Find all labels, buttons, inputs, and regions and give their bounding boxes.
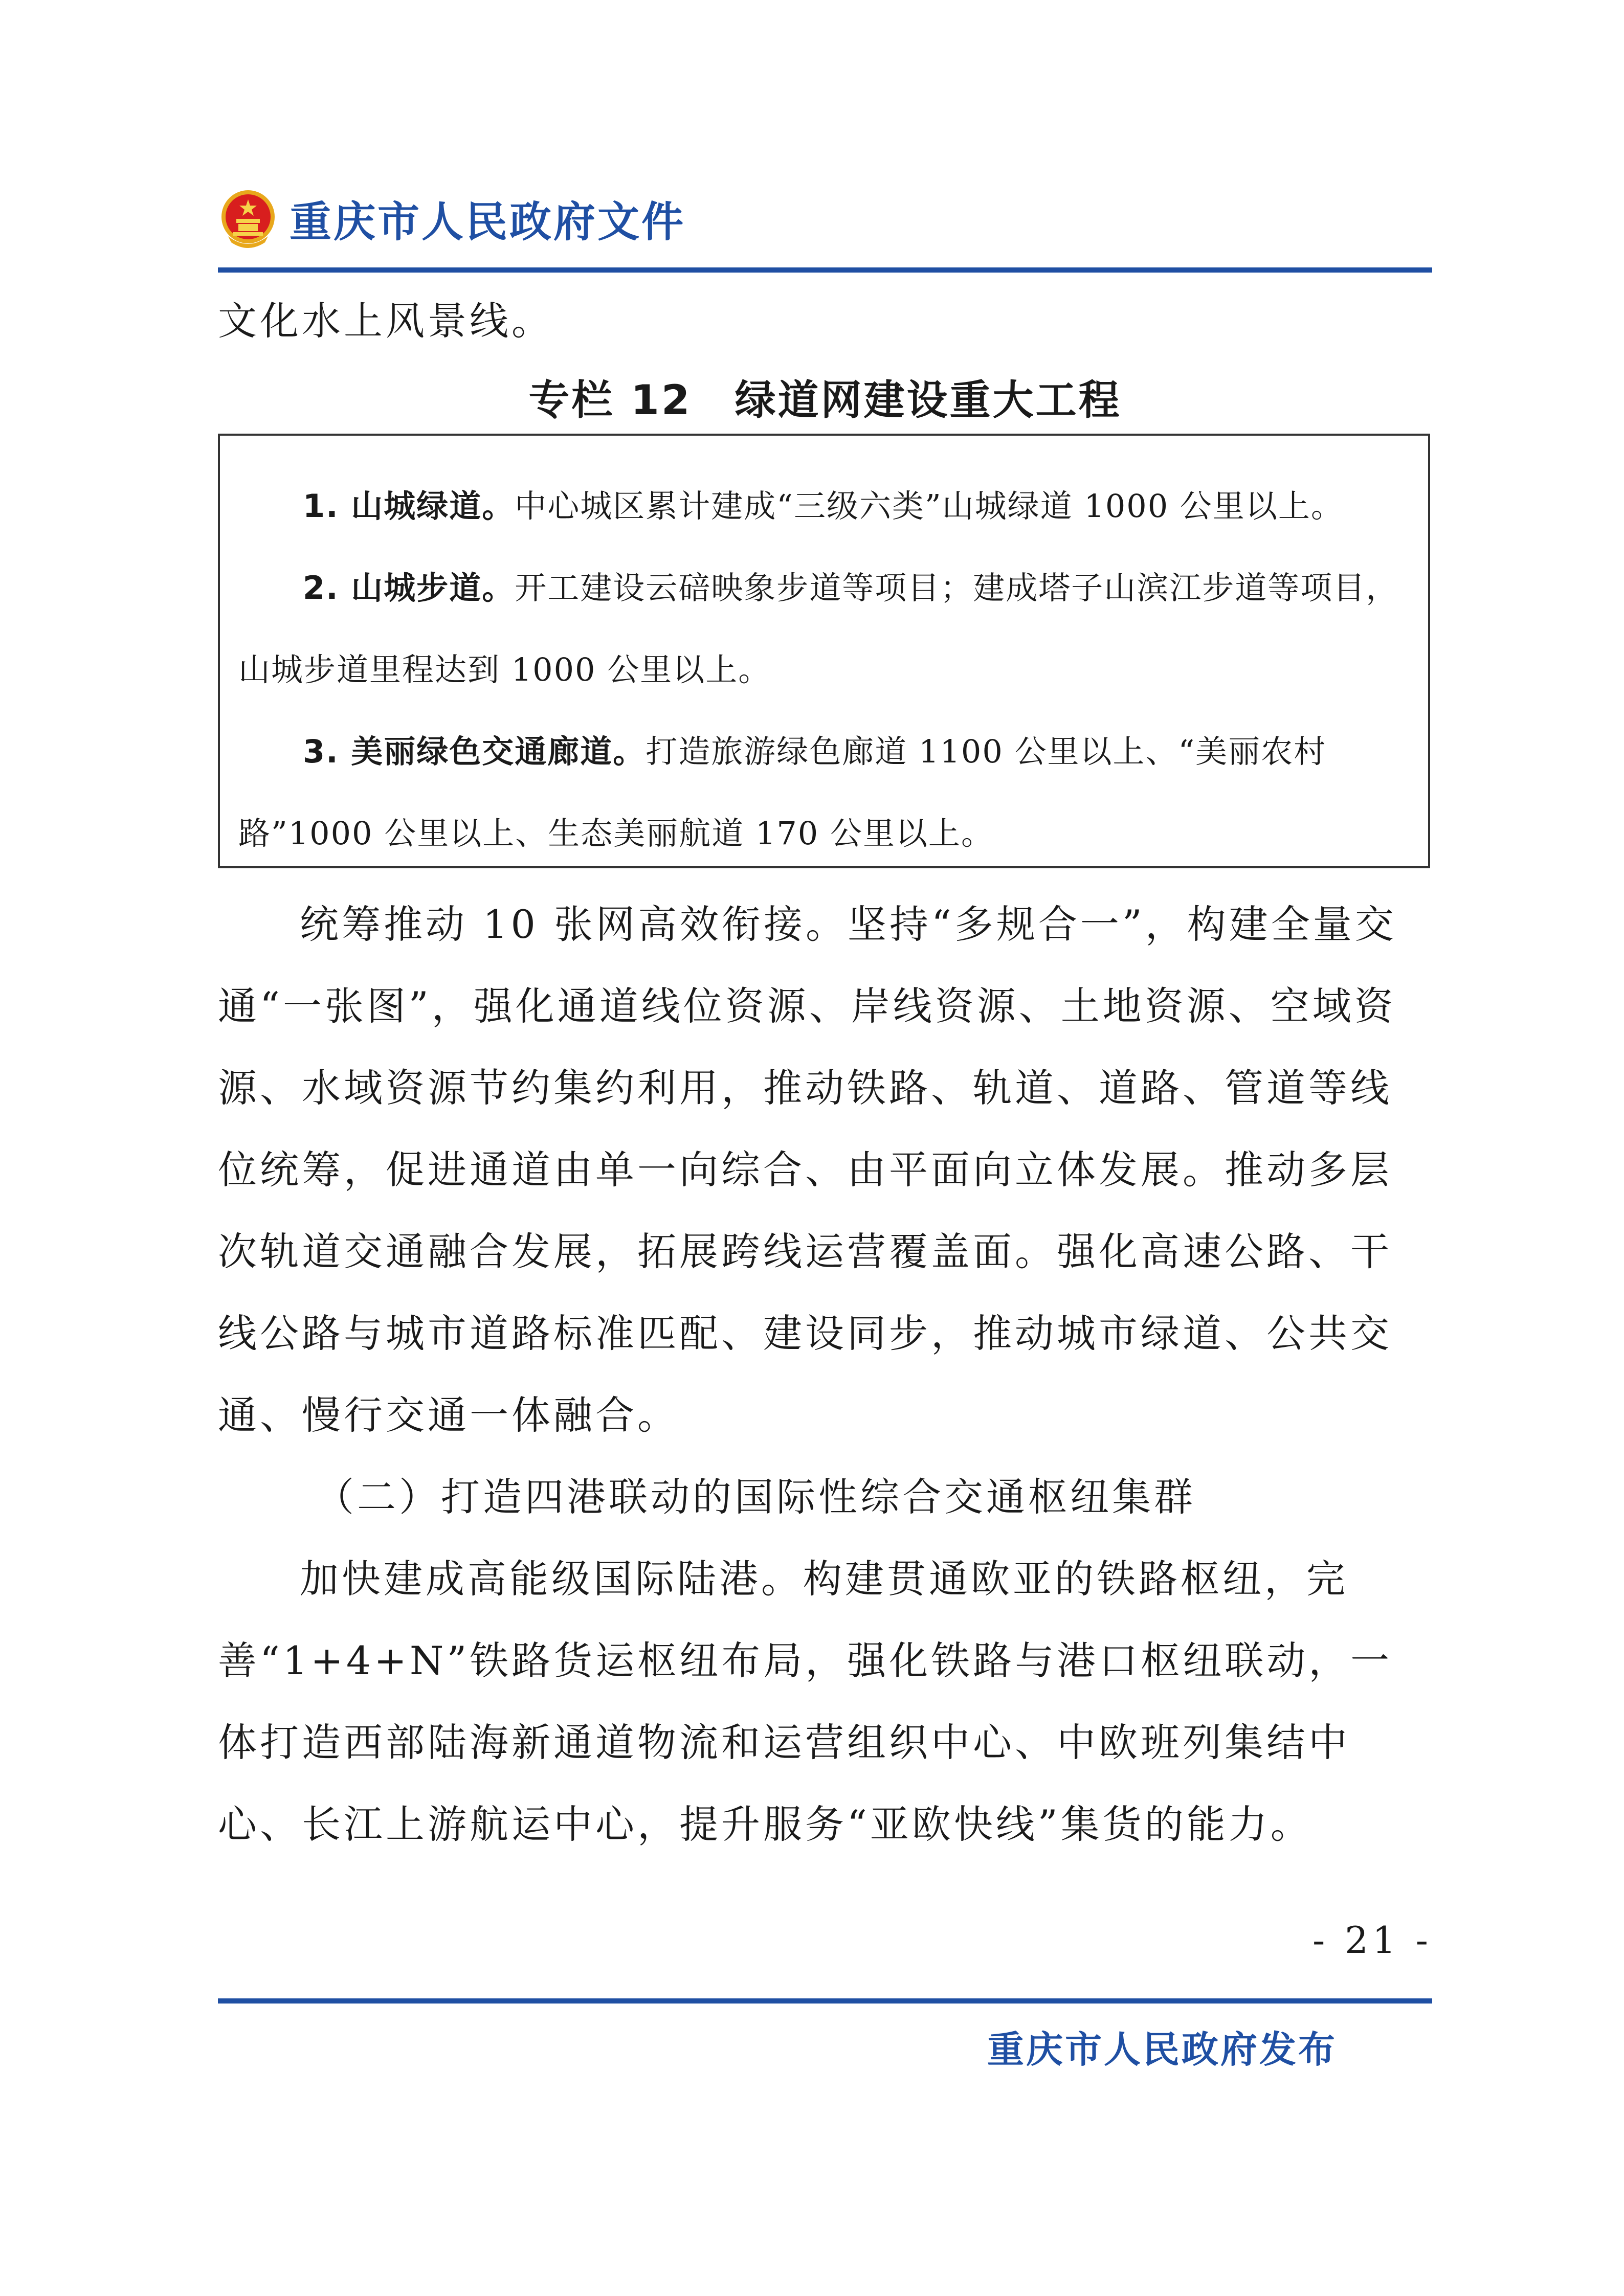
footer-rule	[218, 1998, 1432, 2004]
document-header-title: 重庆市人民政府文件	[290, 197, 686, 246]
box-item-text: 打造旅游绿色廊道 1100 公里以上、“美丽农村路”1000 公里以上、生态美丽航道 170 公里以上。	[238, 733, 1327, 852]
box-title: 专栏 12 绿道网建设重大工程	[528, 376, 1122, 424]
header-rule	[218, 267, 1432, 273]
box-item	[238, 547, 1410, 711]
box-item-lead: 1. 山城绿道。	[303, 487, 515, 525]
continuation-text: 文化水上风景线。	[218, 298, 553, 344]
box-item-lead: 3. 美丽绿色交通廊道。	[303, 733, 646, 770]
special-column-box	[218, 434, 1430, 868]
footer-publisher: 重庆市人民政府发布	[987, 2028, 1338, 2071]
box-item	[238, 711, 1410, 874]
document-header	[218, 180, 685, 257]
body-paragraph: 加快建成高能级国际陆港。构建贯通欧亚的铁路枢纽，完善“1+4+N”铁路货运枢纽布局，强化铁路与港口枢纽联动，一体打造西部陆海新通道物流和运营组织中心、中欧班列集结中心、长江上游航运中心，提升服务“亚欧快线”集货的能力。	[218, 1556, 1393, 1847]
section-subheading: （二）打造四港联动的国际性综合交通枢纽集群	[315, 1474, 1196, 1520]
box-item-text: 中心城区累计建成“三级六类”山城绿道 1000 公里以上。	[515, 487, 1344, 525]
box-item-text: 开工建设云碚映象步道等项目；建成塔子山滨江步道等项目，山城步道里程达到 1000 公里以上。	[238, 569, 1399, 688]
page-number: - 21 -	[1312, 1919, 1432, 1962]
body-paragraph: 统筹推动 10 张网高效衔接。坚持“多规合一”，构建全量交通“一张图”，强化通道线位资源、岸线资源、土地资源、空域资源、水域资源节约集约利用，推动铁路、轨道、道路、管道等线位统筹，促进通道由单一向综合、由平面向立体发展。推动多层次轨道交通融合发展，拓展跨线运营覆盖面。强化高速公路、干线公路与城市道路标准匹配、建设同步，推动城市绿道、公共交通、慢行交通一体融合。	[218, 902, 1397, 1438]
national-emblem-icon	[218, 185, 278, 252]
box-item-lead: 2. 山城步道。	[303, 569, 515, 606]
box-item	[238, 465, 1410, 547]
